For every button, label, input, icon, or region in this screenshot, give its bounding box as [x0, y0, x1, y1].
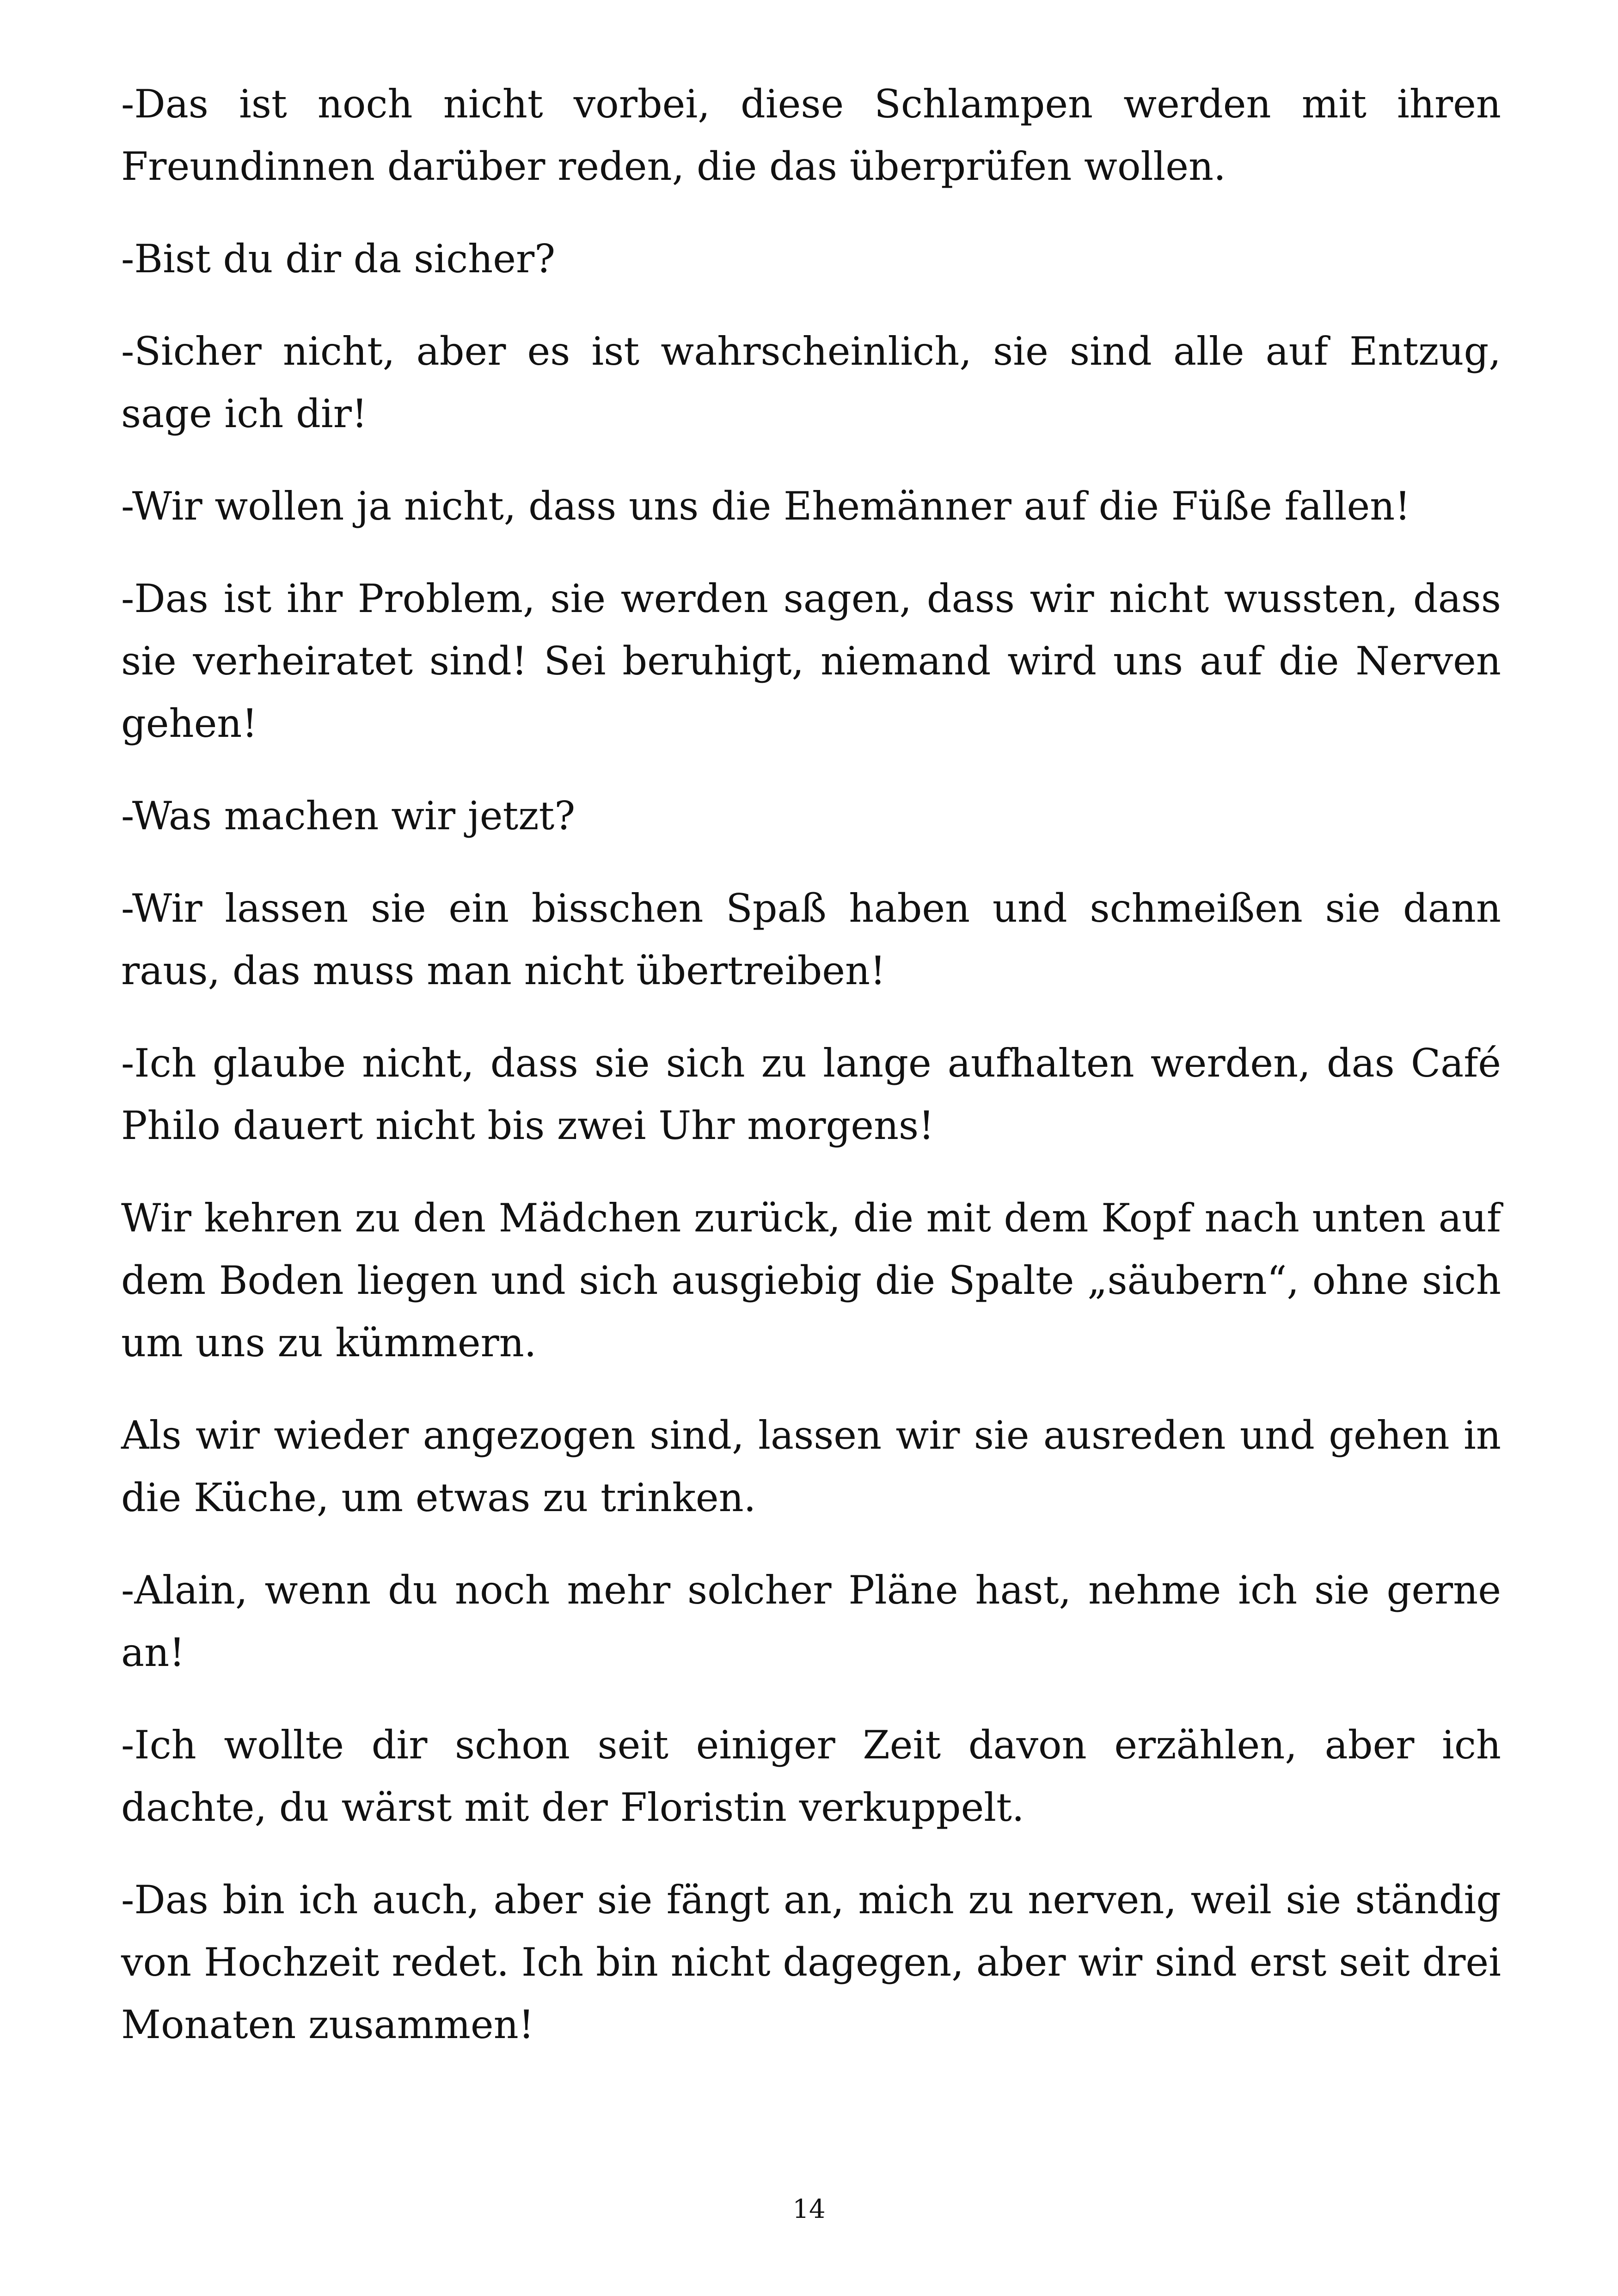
page-number: 14	[792, 2194, 826, 2224]
paragraph-6: -Was machen wir jetzt?	[121, 793, 576, 839]
paragraph-9: Wir kehren zu den Mädchen zurück, die mit dem Kopf nach unten auf dem Boden liegen und sich ausgiebig die Spalte „säubern“, ohne sich um uns zu kümmern.	[121, 1195, 1501, 1365]
paragraph-11: -Alain, wenn du noch mehr solcher Pläne hast, nehme ich sie gerne an!	[121, 1567, 1501, 1675]
paragraph-5: -Das ist ihr Problem, sie werden sagen, dass wir nicht wussten, dass sie verheiratet sind! Sei beruhigt, niemand wird uns auf die Nerven gehen!	[121, 576, 1501, 746]
paragraph-3: -Sicher nicht, aber es ist wahrscheinlich, sie sind alle auf Entzug, sage ich dir!	[121, 329, 1501, 436]
paragraph-7: -Wir lassen sie ein bisschen Spaß haben und schmeißen sie dann raus, das muss man nicht übertreiben!	[121, 886, 1501, 993]
paragraph-10: Als wir wieder angezogen sind, lassen wir sie ausreden und gehen in die Küche, um etwas zu trinken.	[121, 1413, 1501, 1520]
body-text	[121, 73, 1501, 2086]
paragraph-1: -Das ist noch nicht vorbei, diese Schlampen werden mit ihren Freundinnen darüber reden, die das überprüfen wollen.	[121, 81, 1501, 189]
paragraph-2: -Bist du dir da sicher?	[121, 236, 556, 282]
paragraph-4: -Wir wollen ja nicht, dass uns die Ehemänner auf die Füße fallen!	[121, 484, 1411, 529]
paragraph-8: -Ich glaube nicht, dass sie sich zu lange aufhalten werden, das Café Philo dauert nicht bis zwei Uhr morgens!	[121, 1041, 1501, 1148]
paragraph-12: -Ich wollte dir schon seit einiger Zeit davon erzählen, aber ich dachte, du wärst mit der Floristin verkuppelt.	[121, 1722, 1501, 1830]
paragraph-13: -Das bin ich auch, aber sie fängt an, mich zu nerven, weil sie ständig von Hochzeit redet. Ich bin nicht dagegen, aber wir sind erst seit drei Monaten zusammen!	[121, 1877, 1501, 2047]
